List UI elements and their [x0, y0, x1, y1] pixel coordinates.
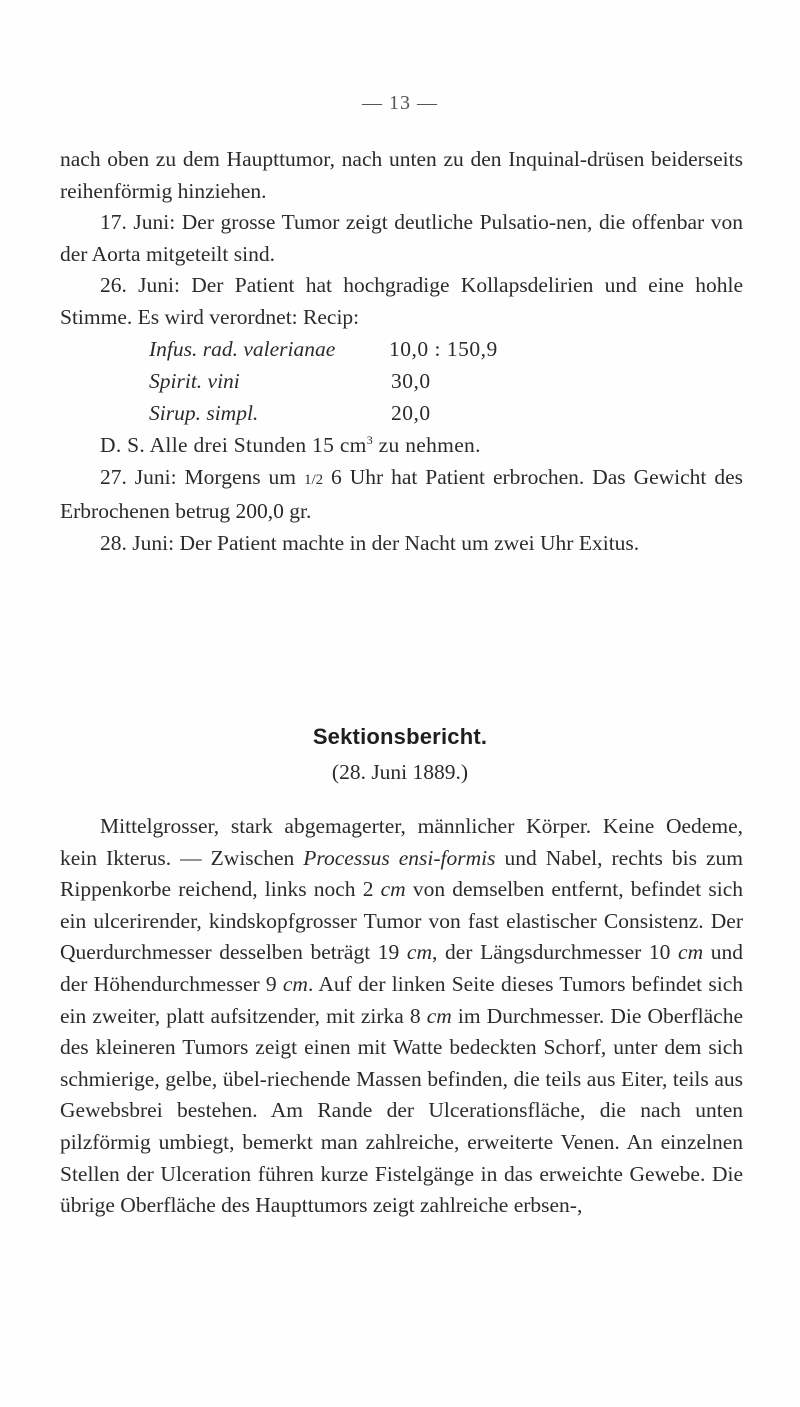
prescription-item-name: Sirup. simpl.	[149, 400, 259, 425]
paragraph-continuation: nach oben zu dem Haupttumor, nach unten zu den Inquinal-drüsen beiderseits reihenförmig hinziehen.	[60, 147, 743, 203]
prescription-item-amount: 30,0	[391, 368, 431, 393]
report-text: und Nabel, rechts bis zum Rippenkorbe reichend, links noch 2	[60, 845, 744, 902]
body-text-upper	[60, 144, 743, 559]
paragraph-june-28: 28. Juni: Der Patient machte in der Nacht um zwei Uhr Exitus.	[100, 530, 640, 555]
report-unit-italic: cm	[678, 940, 704, 965]
report-text: von demselben entfernt, befindet sich ein ulcerirender, kindskopfgrosser Tumor von fast elastischer Consistenz. Der Querdurchmesser desselben beträgt 19	[60, 877, 743, 965]
report-text: Mittelgrosser, stark abgemagerter, männlicher Körper. Keine Oedeme, kein Ikterus. — Zwischen	[60, 814, 743, 870]
paragraph-june-26: 26. Juni: Der Patient hat hochgradige Kollapsdelirien und eine hohle Stimme. Es wird verordnet: Recip:	[60, 273, 743, 329]
paragraph-june-27-start: 27. Juni: Morgens um	[100, 464, 304, 489]
report-unit-italic: cm	[426, 1003, 452, 1028]
prescription-dosage	[60, 430, 743, 462]
prescription-item-name: Spirit. vini	[149, 368, 240, 393]
prescription-item-amount: 20,0	[391, 400, 431, 425]
prescription	[60, 334, 743, 430]
dosage-text: D. S. Alle drei Stunden 15 cm	[100, 432, 367, 457]
paragraph-june-17: 17. Juni: Der grosse Tumor zeigt deutliche Pulsatio-nen, die offenbar von der Aorta mitgeteilt sind.	[60, 210, 743, 266]
section-date: (28. Juni 1889.)	[331, 760, 469, 784]
paragraph-june-27	[60, 462, 743, 528]
dosage-exponent: 3	[366, 432, 373, 447]
paragraph-june-27-end: 6 Uhr hat Patient erbrochen. Das Gewicht des Erbrochenen betrug 200,0 gr.	[60, 464, 744, 524]
fraction-half: 1/2	[303, 471, 324, 488]
prescription-item	[149, 366, 743, 398]
report-text: . Auf der linken Seite dieses Tumors befindet sich ein zweiter, platt aufsitzender, mit zirka 8	[60, 971, 743, 1028]
report-unit-italic: cm	[406, 940, 432, 965]
dosage-suffix: zu nehmen.	[373, 432, 481, 457]
section-heading: Sektionsbericht.	[312, 724, 488, 749]
prescription-item	[149, 334, 743, 366]
report-unit-italic: cm	[282, 971, 308, 996]
page-number: — 13 —	[362, 92, 438, 114]
autopsy-report-paragraph	[60, 811, 743, 1222]
prescription-item-name: Infus. rad. valerianae	[149, 336, 336, 361]
prescription-item-amount: 10,0 : 150,9	[389, 336, 498, 361]
report-text: im Durchmesser. Die Oberfläche des kleineren Tumors zeigt einen mit Watte bedeckten Schorf, unter dem sich schmierige, gelbe, übel-riechende Massen befinden, die teils aus Eiter, teils aus Gewebsbrei bestehen. Am Rande der Ulcerationsfläche, die nach unten pilzförmig umbiegt, bemerkt man zahlreiche, erweiterte Venen. An einzelnen Stellen der Ulceration führen kurze Fistelgänge in das erweichte Gewebe. Die übrige Oberfläche des Haupttumors zeigt zahlreiche erbsen-,	[60, 1003, 743, 1218]
body-text-report	[60, 811, 743, 1222]
report-term-italic: Processus ensi-formis	[303, 845, 496, 870]
report-unit-italic: cm	[380, 877, 406, 902]
report-text: und der Höhendurchmesser 9	[60, 940, 744, 996]
prescription-item	[149, 398, 743, 430]
report-text: , der Längsdurchmesser 10	[432, 940, 679, 965]
